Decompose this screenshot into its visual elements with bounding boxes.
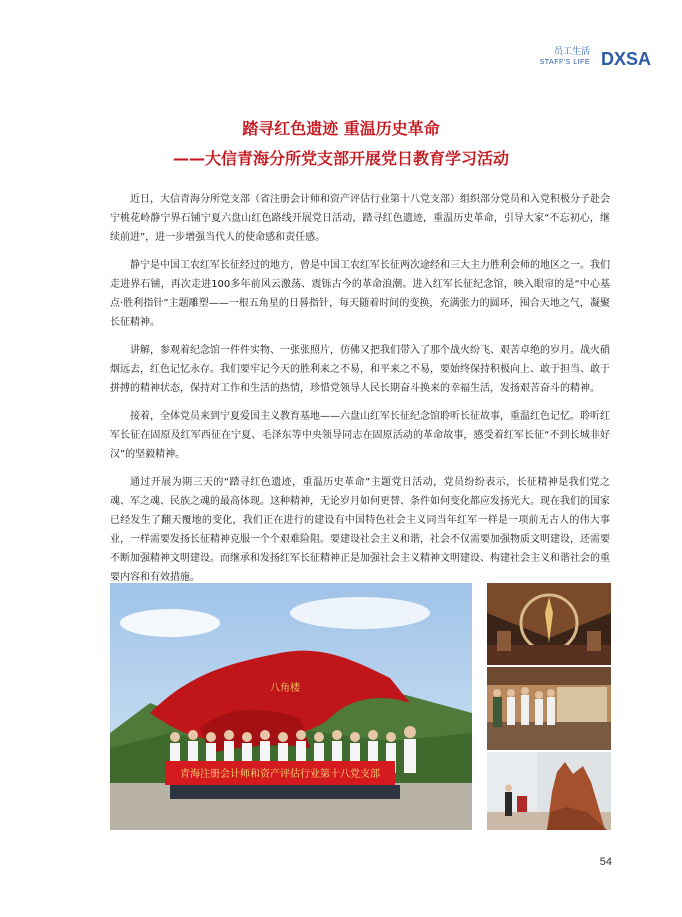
article-subtitle: ——大信青海分所党支部开展党日教育学习活动 <box>172 149 509 168</box>
page-number: 54 <box>599 856 612 868</box>
sculpture-photo <box>487 583 611 665</box>
paragraph-1: 近日，大信青海分所党支部（省注册会计师和资产评估行业第十八党支部）组织部分党员和入党积极分子赴会宁桃花岭静宁界石铺宁夏六盘山红色路线开展党日活动，踏寻红色遗迹，重温历史革命，引导大家“不忘初心，继续前进”，进一步增强当代人的使命感和责任感。 <box>110 194 610 243</box>
museum-visit-photo <box>487 667 611 750</box>
paragraph-5: 通过开展为期三天的“踏寻红色遗迹，重温历史革命”主题党日活动，党员纷纷表示，长征精神是我们党之魂、军之魂、民族之魂的最高体现。这种精神，无论岁月如何更替、条件如何变化都应发扬光大。现在我们的国家已经发生了翻天覆地的变化，我们正在进行的建设有中国特色社会主义同当年红军一样是一项前无古人的伟大事业，一样需要发扬长征精神克服一个个艰难险阻。要建设社会主义和谐，社会不仅需要加强物质文明建设，还需要不断加强精神文明建设。而继承和发扬红军长征精神正是加强社会主义精神文明建设、构建社会主义和谐社会的重要内容和有效措施。 <box>110 477 610 583</box>
section-title-cn: 员工生活 <box>553 47 590 57</box>
banner-text: 青海注册会计师和资产评估行业第十八党支部 <box>180 769 380 780</box>
section-label <box>540 46 590 68</box>
article-title: 踏寻红色遗迹 重温历史革命 <box>242 119 440 138</box>
paragraph-3: 讲解，参观着纪念馆一件件实物、一张张照片，仿佛又把我们带入了那个战火纷飞、艰苦卓绝的岁月。战火硝烟远去，红色记忆永存。我们要牢记今天的胜利来之不易，和平来之不易，要始终保持积极向上、敢于担当、敢于拼搏的精神状态，保持对工作和生活的热情，珍惜党领导人民长期奋斗换来的幸福生活，发扬艰苦奋斗的精神。 <box>110 345 610 394</box>
logo-text: DXSA <box>600 49 652 69</box>
group-photo <box>110 583 472 830</box>
sculpture-text: 八角楼 <box>270 683 300 694</box>
paragraph-2: 静宁是中国工农红军长征经过的地方，曾是中国工农红军长征两次途经和三大主力胜利会师的地区之一。我们走进界石铺，再次走进100多年前风云激荡、震铄古今的革命浪潮。进入红军长征纪念馆，映入眼帘的是“中心基点·胜利指针”主题雕塑——一根五角星的日晷指针，每天随着时间的变换，充满张力的圆环，囤合天地之气，凝聚长征精神。 <box>110 260 610 328</box>
article-body <box>110 190 610 596</box>
section-header <box>500 44 660 76</box>
paragraph-4: 接着，全体党员来到宁夏爱国主义教育基地——六盘山红军长征纪念馆聆听长征故事，重温红色记忆。聆听红军长征在固原及红军西征在宁夏、毛泽东等中央领导同志在固原活动的革命故事，感受着红军长征“不到长城非好汉”的坚毅精神。 <box>110 411 610 460</box>
company-logo <box>598 45 654 71</box>
section-title-en: STAFF'S LIFE <box>539 59 590 66</box>
statue-photo <box>487 752 611 830</box>
